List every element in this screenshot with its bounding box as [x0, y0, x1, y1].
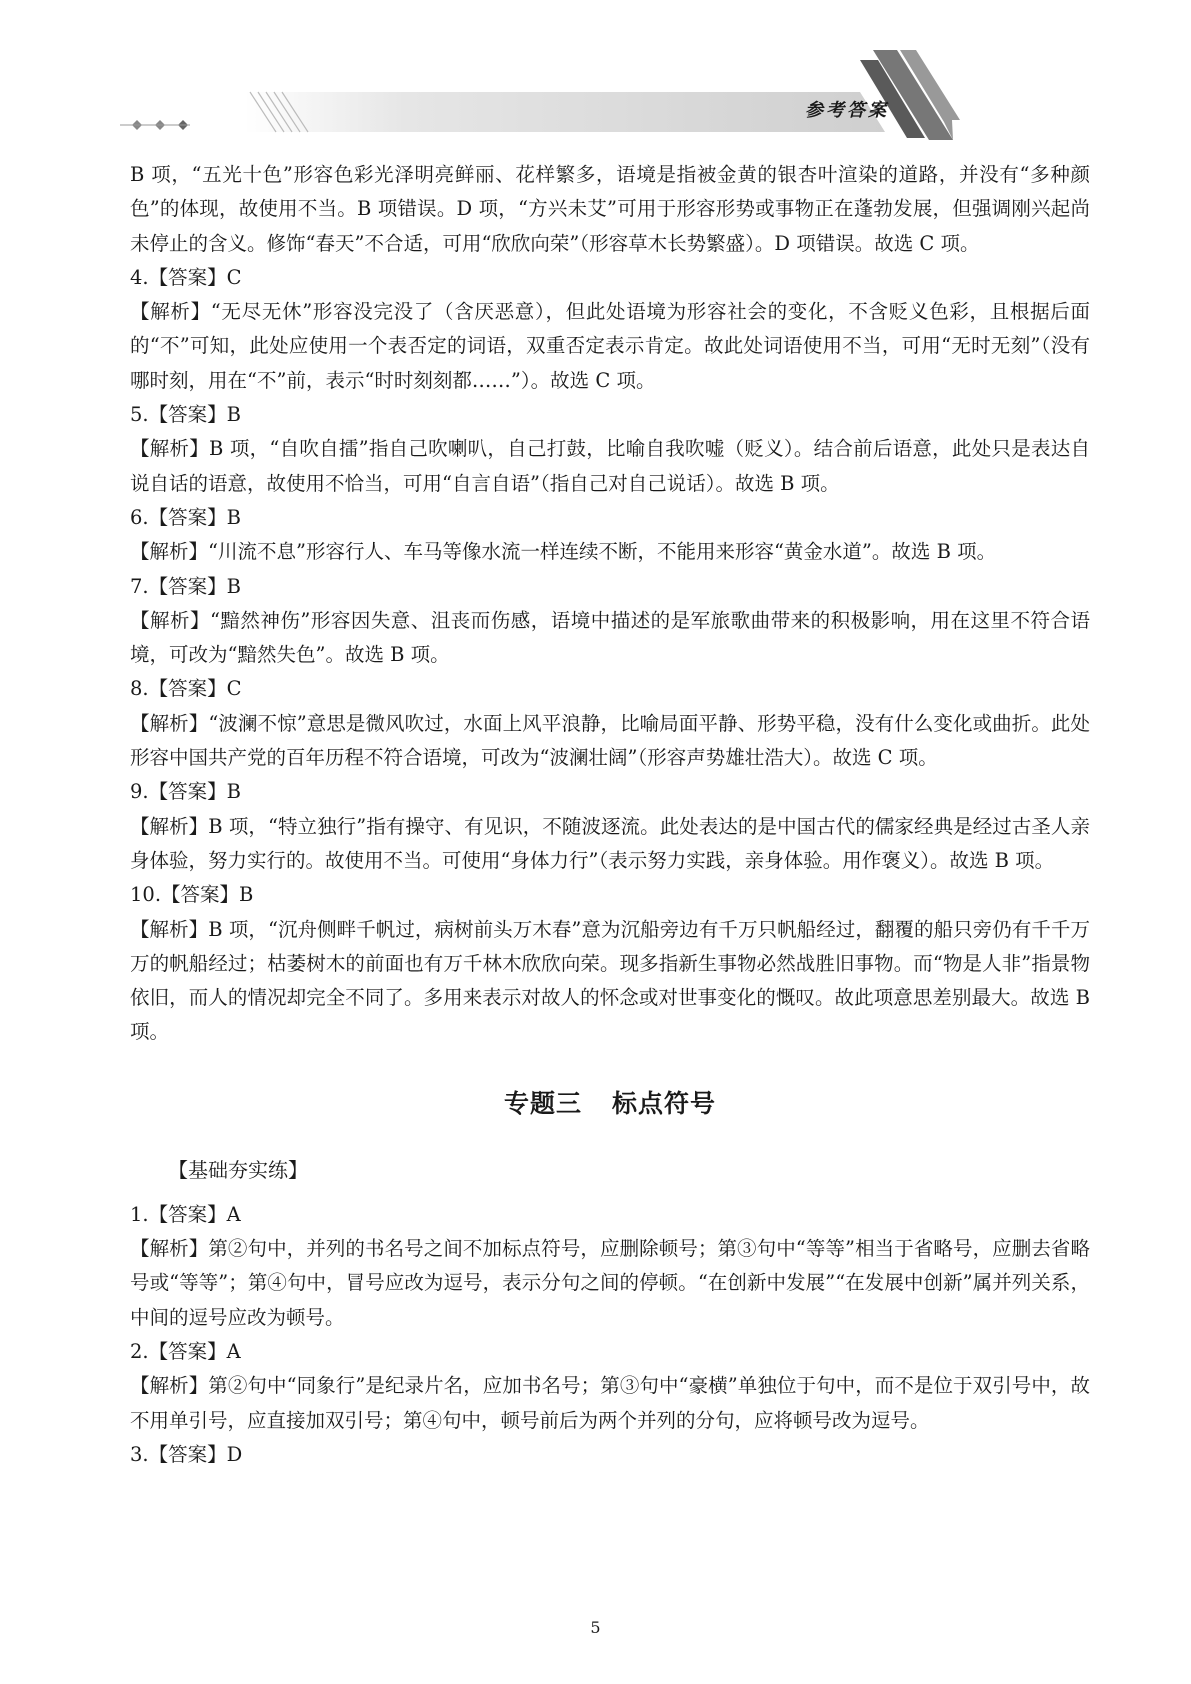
diamond-ornament	[120, 120, 190, 130]
page-number: 5	[590, 1618, 601, 1637]
header-band	[245, 92, 885, 132]
analysis-paragraph: 【解析】B 项，“自吹自擂”指自己吹喇叭，自己打鼓，比喻自我吹嘘（贬义）。结合前后语意，此处只是表达自说自话的语意，故使用不恰当，可用“自言自语”（指自己对自己说话）。故选 B 项。	[130, 437, 1090, 495]
answer-line: 2.【答案】A	[130, 1339, 241, 1363]
section-title-text: 标点符号	[612, 1088, 717, 1118]
section-title	[130, 1084, 1090, 1120]
answer-line: 3.【答案】D	[130, 1442, 243, 1466]
page-header	[0, 0, 1191, 150]
section-title-number: 专题三	[503, 1088, 582, 1118]
answer-line: 8.【答案】C	[130, 677, 242, 701]
subsection-heading: 【基础夯实练】	[168, 1157, 308, 1182]
answer-line: 1.【答案】A	[130, 1202, 241, 1226]
document-body	[130, 158, 1090, 1472]
analysis-paragraph: 【解析】“无尽无休”形容没完没了（含厌恶意），但此处语境为形容社会的变化，不含贬义色彩，且根据后面的“不”可知，此处应使用一个表否定的词语，双重否定表示肯定。故此处词语使用不当，可用“无时无刻”（没有哪时刻，用在“不”前，表示“时时刻刻都……”）。故选 C 项。	[130, 300, 1090, 392]
answer-line: 10.【答案】B	[130, 883, 254, 907]
analysis-paragraph: 【解析】第②句中“同象行”是纪录片名，应加书名号；第③句中“豪横”单独位于句中，而不是位于双引号中，故不用单引号，应直接加双引号；第④句中，顿号前后为两个并列的分句，应将顿号改为逗号。	[130, 1374, 1090, 1432]
analysis-paragraph: 【解析】第②句中，并列的书名号之间不加标点符号，应删除顿号；第③句中“等等”相当于省略号，应删去省略号或“等等”；第④句中，冒号应改为逗号，表示分句之间的停顿。“在创新中发展”“在发展中创新”属并列关系，中间的逗号应改为顿号。	[130, 1237, 1090, 1329]
answer-line: 9.【答案】B	[130, 780, 241, 804]
analysis-paragraph: 【解析】“川流不息”形容行人、车马等像水流一样连续不断，不能用来形容“黄金水道”。故选 B 项。	[130, 540, 997, 564]
analysis-paragraph: 【解析】B 项，“沉舟侧畔千帆过，病树前头万木春”意为沉船旁边有千万只帆船经过，翻覆的船只旁仍有千千万万的帆船经过；枯萎树木的前面也有万千林木欣欣向荣。现多指新生事物必然战胜旧事物。而“物是人非”指景物依旧，而人的情况却完全不同了。多用来表示对故人的怀念或对世事变化的慨叹。故此项意思差别最大。故选 B 项。	[130, 917, 1090, 1044]
header-decoration	[0, 0, 1191, 150]
analysis-paragraph: 【解析】“波澜不惊”意思是微风吹过，水面上风平浪静，比喻局面平静、形势平稳，没有什么变化或曲折。此处形容中国共产党的百年历程不符合语境，可改为“波澜壮阔”（形容声势雄壮浩大）。故选 C 项。	[130, 711, 1090, 770]
answer-line: 5.【答案】B	[130, 403, 241, 427]
answer-line: 4.【答案】C	[130, 265, 242, 289]
analysis-paragraph: 【解析】B 项，“特立独行”指有操守、有见识，不随波逐流。此处表达的是中国古代的儒家经典是经过古圣人亲身体验，努力实行的。故使用不当。可使用“身体力行”（表示努力实践，亲身体验。用作褒义）。故选 B 项。	[130, 814, 1090, 872]
answer-line: 6.【答案】B	[130, 505, 241, 529]
header-label: 参考答案	[805, 100, 889, 121]
analysis-paragraph: 【解析】“黯然神伤”形容因失意、沮丧而伤感，语境中描述的是军旅歌曲带来的积极影响，用在这里不符合语境，可改为“黯然失色”。故选 B 项。	[130, 608, 1090, 667]
intro-paragraph: B 项，“五光十色”形容色彩光泽明亮鲜丽、花样繁多，语境是指被金黄的银杏叶渲染的道路，并没有“多种颜色”的体现，故使用不当。B 项错误。D 项，“方兴未艾”可用于形容形势或事物正在蓬勃发展，但强调刚兴起尚未停止的含义。修饰“春天”不合适，可用“欣欣向荣”（形容草木长势繁盛）。D 项错误。故选 C 项。	[130, 163, 1090, 255]
answer-line: 7.【答案】B	[130, 574, 241, 598]
